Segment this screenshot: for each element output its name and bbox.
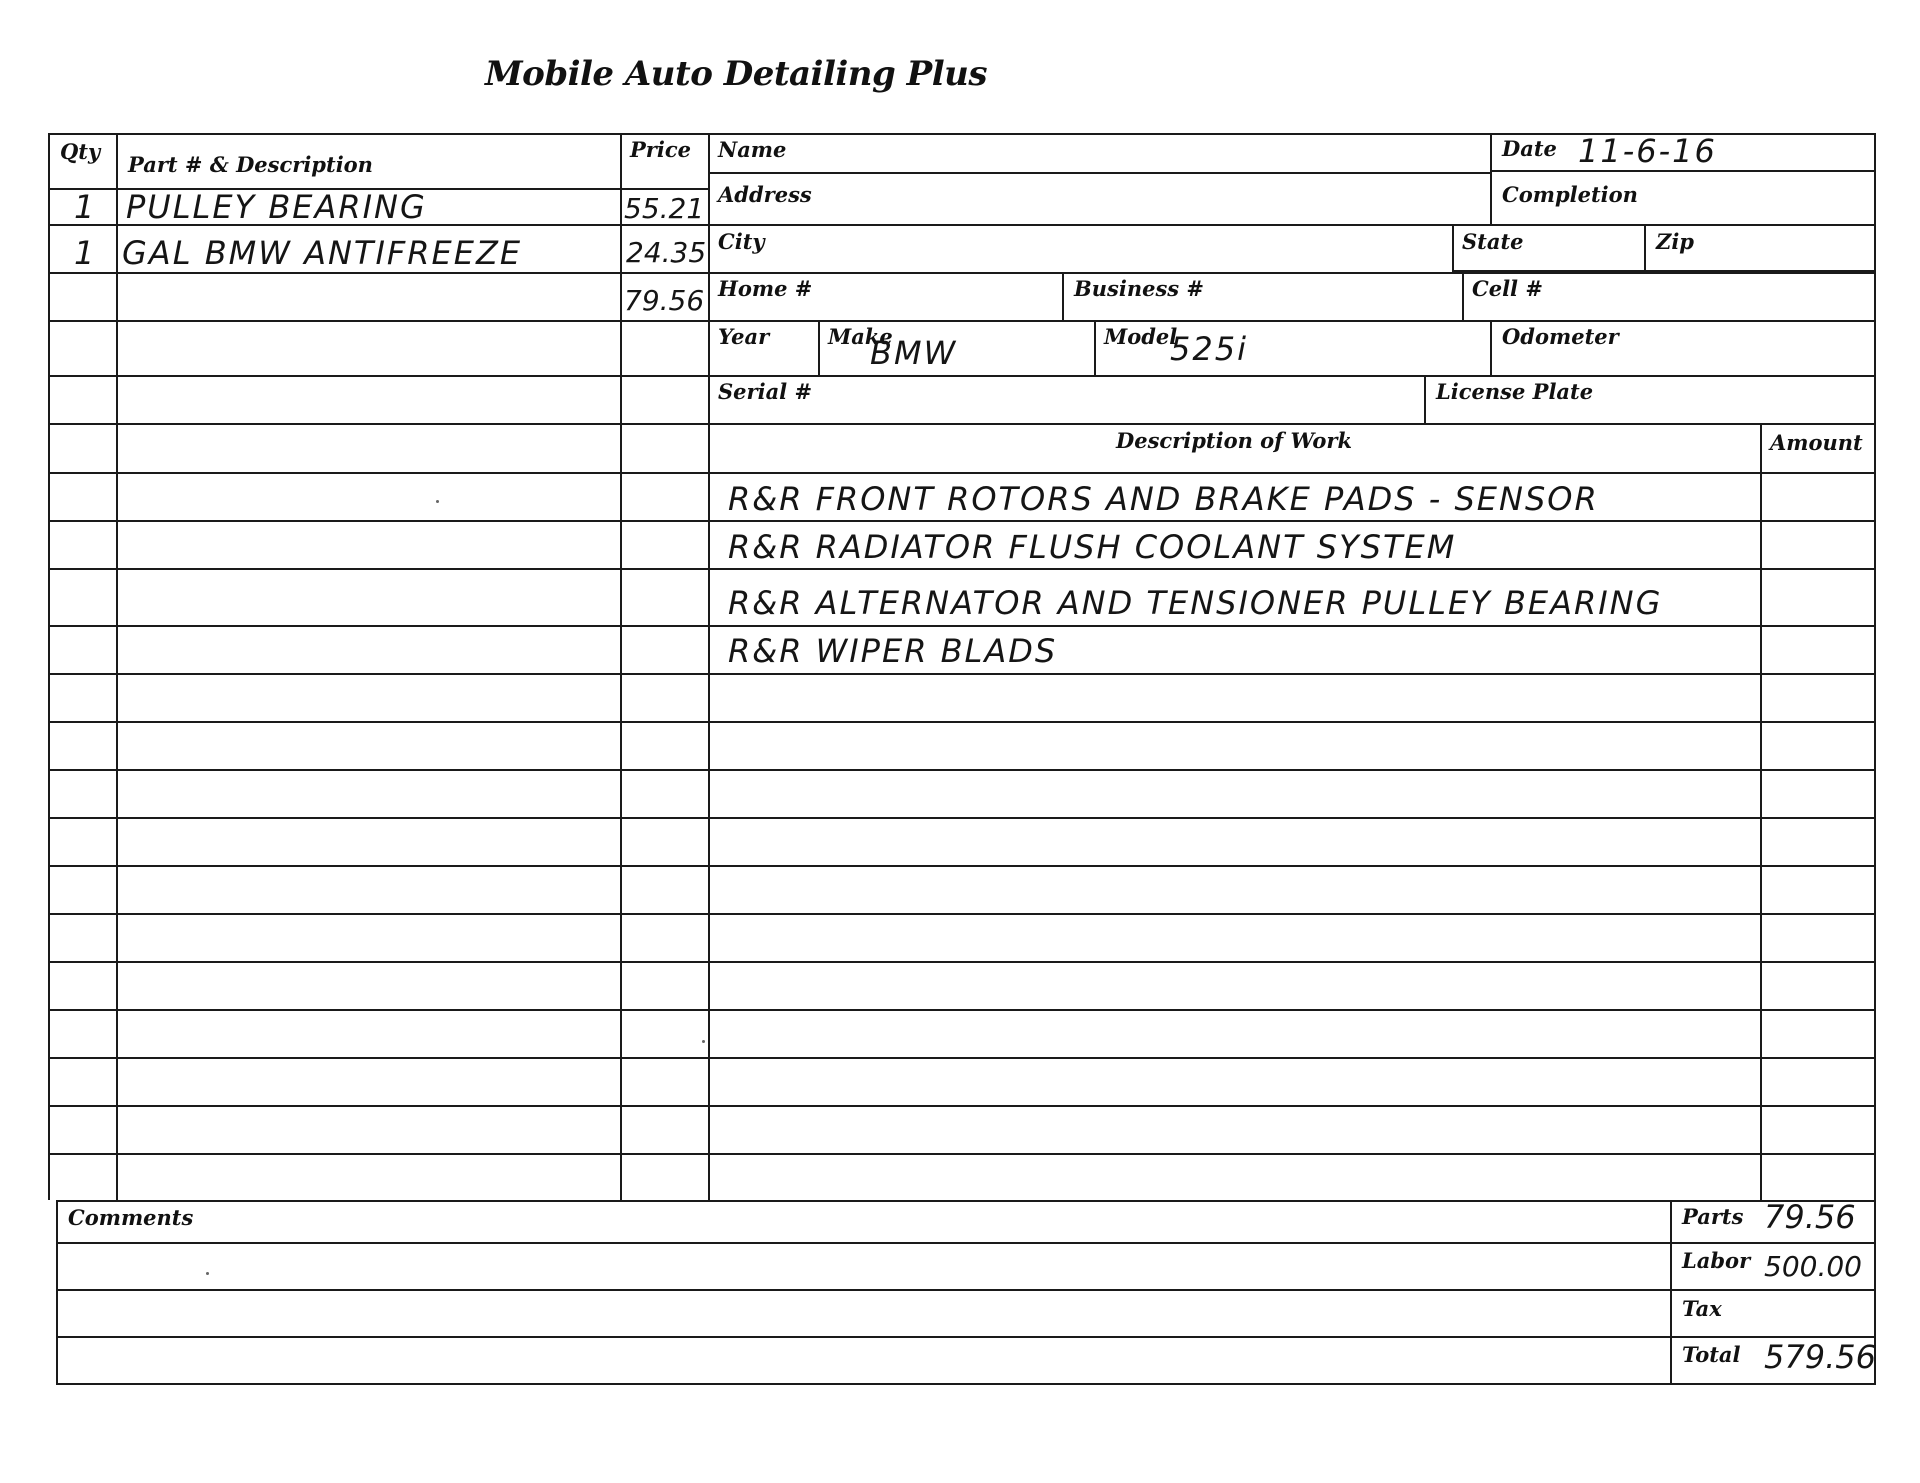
grand-total-value: 579.56 (1764, 1338, 1876, 1376)
completion-label: Completion (1502, 182, 1638, 207)
home-phone-label: Home # (718, 276, 813, 301)
state-label: State (1462, 229, 1524, 254)
part-row-1-qty: 1 (74, 188, 97, 226)
part-row-1-description: PULLEY BEARING (126, 188, 427, 226)
description-of-work-header: Description of Work (1116, 428, 1353, 453)
amount-header: Amount (1770, 430, 1863, 455)
zip-label: Zip (1656, 229, 1694, 254)
business-phone-label: Business # (1074, 276, 1204, 301)
date-value: 11-6-16 (1578, 132, 1717, 170)
work-line-3: R&R ALTERNATOR AND TENSIONER PULLEY BEARING (728, 584, 1663, 622)
price-header: Price (630, 137, 691, 162)
comments-label: Comments (68, 1205, 194, 1230)
odometer-label: Odometer (1502, 324, 1619, 349)
part-row-2-price: 24.35 (626, 236, 707, 269)
part-row-2-description: GAL BMW ANTIFREEZE (122, 234, 523, 272)
work-line-4: R&R WIPER BLADS (728, 632, 1058, 670)
scan-speck (436, 500, 439, 503)
part-row-2-qty: 1 (74, 234, 97, 272)
parts-subtotal-price: 79.56 (624, 284, 705, 317)
model-label: Model (1104, 324, 1178, 349)
qty-header: Qty (60, 139, 101, 164)
parts-label: Parts (1682, 1204, 1744, 1229)
address-label: Address (718, 182, 812, 207)
part-row-1-price: 55.21 (624, 192, 705, 225)
form-title: Mobile Auto Detailing Plus (485, 54, 987, 94)
scan-speck (206, 1272, 209, 1275)
name-label: Name (718, 137, 787, 162)
year-label: Year (718, 324, 770, 349)
total-label: Total (1682, 1342, 1741, 1367)
parts-total-value: 79.56 (1764, 1198, 1856, 1236)
tax-label: Tax (1682, 1296, 1722, 1321)
work-line-2: R&R RADIATOR FLUSH COOLANT SYSTEM (728, 528, 1457, 566)
date-label: Date (1502, 136, 1557, 161)
make-label: Make (828, 324, 893, 349)
work-line-1: R&R FRONT ROTORS AND BRAKE PADS - SENSOR (728, 480, 1599, 518)
license-plate-label: License Plate (1436, 379, 1594, 404)
labor-total-value: 500.00 (1764, 1250, 1862, 1283)
part-description-header: Part # & Description (128, 152, 373, 177)
make-value: BMW (870, 334, 958, 372)
model-value: 525i (1170, 330, 1248, 368)
city-label: City (718, 229, 765, 254)
scan-speck (702, 1040, 705, 1043)
cell-phone-label: Cell # (1472, 276, 1543, 301)
labor-label: Labor (1682, 1248, 1751, 1273)
serial-label: Serial # (718, 379, 813, 404)
